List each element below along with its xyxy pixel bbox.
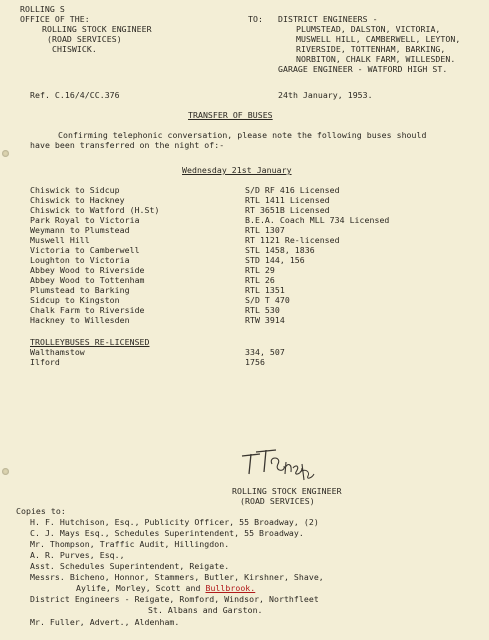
transfer-route: Abbey Wood to Riverside [30,265,145,275]
subject-heading: TRANSFER OF BUSES [188,110,273,120]
transfer-bus: S/D T 470 [245,295,290,305]
copy-recipient: A. R. Purves, Esq., [30,550,125,560]
header-line: ROLLING STOCK ENGINEER [42,24,152,34]
intro-text: have been transferred on the night of:- [30,140,225,150]
transfer-bus: STL 1458, 1836 [245,245,315,255]
transfer-route: Plumstead to Barking [30,285,130,295]
transfer-bus: STD 144, 156 [245,255,305,265]
signatory-department: (ROAD SERVICES) [240,496,315,506]
copy-recipient: H. F. Hutchison, Esq., Publicity Officer, 55 Broadway, (2) [30,517,319,527]
transfer-route: Chiswick to Watford (H.St) [30,205,160,215]
punch-hole [2,468,9,475]
day-heading: Wednesday 21st January [182,165,292,175]
handwritten-signature [238,442,318,484]
transfer-bus: B.E.A. Coach MLL 734 Licensed [245,215,390,225]
copy-recipient: Messrs. Bicheno, Honnor, Stammers, Butler, Kirshner, Shave, [30,572,324,582]
copy-recipient: Asst. Schedules Superintendent, Reigate. [30,561,230,571]
transfer-bus: RTW 3914 [245,315,285,325]
trolleybus-route: Walthamstow [30,347,85,357]
reference: Ref. C.16/4/CC.376 [30,90,120,100]
to-label: TO: [248,14,263,24]
transfer-route: Sidcup to Kingston [30,295,120,305]
to-line: PLUMSTEAD, DALSTON, VICTORIA, [296,24,441,34]
transfer-route: Victoria to Camberwell [30,245,140,255]
transfer-route: Chiswick to Hackney [30,195,125,205]
to-line: MUSWELL HILL, CAMBERWELL, LEYTON, [296,34,461,44]
transfer-bus: RTL 26 [245,275,275,285]
punch-hole [2,150,9,157]
copies-label: Copies to: [16,506,66,516]
transfer-bus: RTL 530 [245,305,280,315]
trolleybus-numbers: 334, 507 [245,347,285,357]
trolleybus-heading: TROLLEYBUSES RE-LICENSED [30,337,150,347]
copy-recipient: Mr. Fuller, Advert., Aldenham. [30,617,180,627]
copy-recipient: District Engineers - Reigate, Romford, Windsor, Northfleet [30,594,319,604]
intro-text: Confirming telephonic conversation, please note the following buses should [58,130,427,140]
copy-recipient: St. Albans and Garston. [148,605,263,615]
copy-recipient-text: Aylife, Morley, Scott and [76,583,206,593]
transfer-route: Muswell Hill [30,235,90,245]
transfer-route: Chalk Farm to Riverside [30,305,145,315]
to-line: NORBITON, CHALK FARM, WILLESDEN. [296,54,456,64]
transfer-bus: RT 3651B Licensed [245,205,330,215]
transfer-route: Abbey Wood to Tottenham [30,275,145,285]
transfer-bus: S/D RF 416 Licensed [245,185,340,195]
copy-recipient [76,583,255,593]
transfer-bus: RT 1121 Re-licensed [245,235,340,245]
transfer-route: Chiswick to Sidcup [30,185,120,195]
trolleybus-route: Ilford [30,357,60,367]
header-line: ROLLING S [20,4,65,14]
transfer-bus: RTL 29 [245,265,275,275]
copy-recipient: C. J. Mays Esq., Schedules Superintendent, 55 Broadway. [30,528,304,538]
transfer-route: Hackney to Willesden [30,315,130,325]
signatory-title: ROLLING STOCK ENGINEER [232,486,342,496]
transfer-bus: RTL 1351 [245,285,285,295]
copy-recipient: Mr. Thompson, Traffic Audit, Hillingdon. [30,539,230,549]
header-line: CHISWICK. [52,44,97,54]
transfer-route: Park Royal to Victoria [30,215,140,225]
red-underlined-name: Bullbrook. [205,583,256,593]
header-line: (ROAD SERVICES) [47,34,122,44]
transfer-route: Weymann to Plumstead [30,225,130,235]
to-line: DISTRICT ENGINEERS - [278,14,378,24]
to-line: RIVERSIDE, TOTTENHAM, BARKING, [296,44,446,54]
transfer-bus: RTL 1411 Licensed [245,195,330,205]
transfer-bus: RTL 1307 [245,225,285,235]
memo-date: 24th January, 1953. [278,90,373,100]
transfer-route: Loughton to Victoria [30,255,130,265]
header-line: OFFICE OF THE: [20,14,90,24]
trolleybus-numbers: 1756 [245,357,265,367]
to-line: GARAGE ENGINEER - WATFORD HIGH ST. [278,64,448,74]
